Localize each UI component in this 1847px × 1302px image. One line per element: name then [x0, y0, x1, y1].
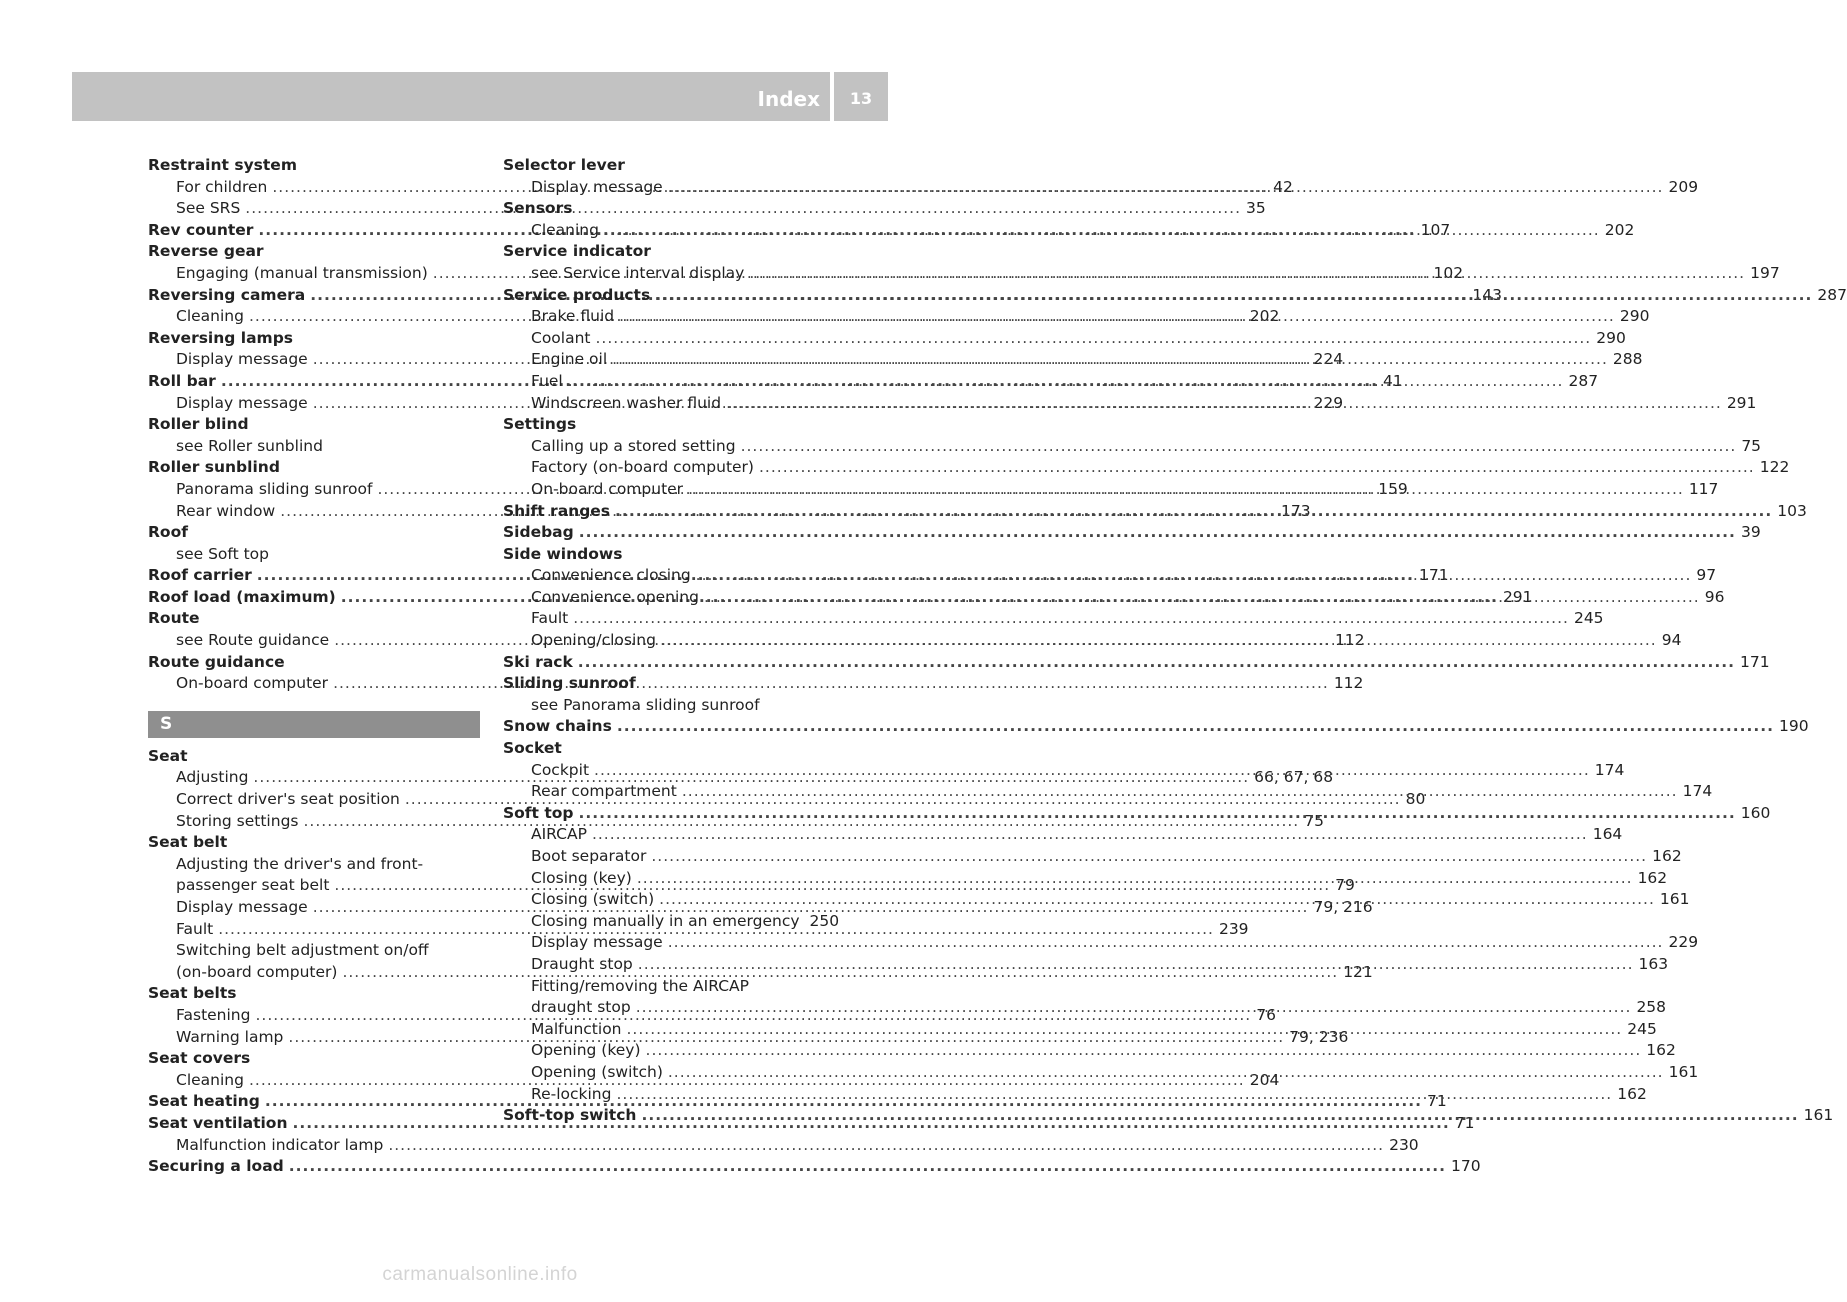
index-entry: Roof: [148, 523, 188, 542]
page-reference: 245: [1573, 609, 1604, 628]
entry-label: Soft top: [503, 803, 574, 822]
entry-label: Factory (on-board computer): [531, 458, 754, 477]
page-reference: 287: [1817, 285, 1847, 304]
page-reference: 174: [1594, 760, 1625, 779]
dot-leader: [696, 565, 1692, 587]
page-reference: 39: [1740, 523, 1761, 542]
entry-label: Calling up a stored setting: [531, 436, 736, 455]
dot-leader: [594, 760, 1590, 782]
entry-label: Re-locking: [531, 1084, 612, 1103]
index-subentry: see Soft top: [176, 544, 269, 563]
index-entry: Settings: [503, 415, 577, 434]
dot-leader: [596, 328, 1592, 350]
page-reference: 80: [1405, 790, 1426, 809]
entry-label: Shift ranges: [503, 501, 611, 520]
entry-label: Closing manually in an emergency: [531, 911, 800, 930]
dot-leader: [619, 306, 1615, 328]
page-reference: 202: [1249, 307, 1280, 326]
dot-leader: [749, 263, 1745, 285]
entry-label: Engine oil: [531, 350, 608, 369]
index-entry: [503, 522, 1761, 544]
dot-leader: [668, 1062, 1664, 1084]
dot-leader: [627, 1019, 1623, 1041]
page-title: Index: [757, 87, 820, 111]
entry-label: For children: [176, 177, 268, 196]
index-entry: Sensors: [503, 199, 573, 218]
page-reference: 230: [1389, 1135, 1419, 1154]
page-reference: 75: [1304, 811, 1324, 830]
dot-leader: [646, 1040, 1642, 1062]
index-entry: Socket: [503, 739, 562, 758]
entry-label: Malfunction indicator lamp: [176, 1135, 384, 1154]
entry-label: Opening (key): [531, 1041, 641, 1060]
dot-leader: [579, 803, 1736, 825]
entry-label: Display message: [531, 177, 663, 196]
page-reference: 163: [1638, 954, 1669, 973]
entry-label: Seat ventilation: [148, 1113, 288, 1132]
dot-leader: [615, 501, 1772, 523]
entry-label: Fastening: [176, 1005, 251, 1024]
page-reference: 107: [1420, 220, 1451, 239]
index-subentry: [503, 824, 1623, 846]
index-subentry: [503, 911, 840, 933]
index-subentry: [503, 457, 1790, 479]
index-subentry: [503, 608, 1604, 630]
entry-label: Fault: [176, 919, 214, 938]
entry-label: Convenience closing: [531, 566, 691, 585]
entry-label: AIRCAP: [531, 825, 587, 844]
entry-label: Cleaning: [176, 307, 244, 326]
entry-label: Cleaning: [531, 220, 599, 239]
page-reference: 288: [1612, 350, 1643, 369]
page-reference: 79, 216: [1313, 898, 1373, 916]
index-entry: Seat belt: [148, 833, 228, 852]
page-reference: 161: [1803, 1106, 1834, 1125]
dot-leader: [388, 1135, 1384, 1157]
page-reference: 103: [1777, 501, 1807, 520]
entry-label: Service products: [503, 285, 651, 304]
dot-leader: [655, 285, 1812, 307]
page-reference: 161: [1668, 1062, 1699, 1081]
watermark: carmanualsonline.info: [382, 1264, 578, 1285]
page-reference: 190: [1779, 717, 1809, 736]
entry-label: Warning lamp: [176, 1027, 284, 1046]
dot-leader: [573, 608, 1569, 630]
dot-leader: [688, 479, 1684, 501]
page-reference: 112: [1333, 674, 1364, 693]
entry-label: Display message: [531, 933, 663, 952]
dot-leader: [579, 522, 1736, 544]
page-reference: 171: [1740, 652, 1770, 671]
page-reference: 66, 67, 68: [1254, 768, 1334, 787]
dot-leader: [637, 868, 1633, 890]
index-subentry: [503, 932, 1699, 954]
page-reference: 224: [1313, 350, 1344, 369]
dot-leader: [578, 652, 1735, 674]
index-entry: Route guidance: [148, 652, 285, 671]
entry-label: Closing (key): [531, 868, 632, 887]
page-number-box: [834, 72, 888, 121]
entry-label: Convenience opening: [531, 587, 699, 606]
dot-leader: [592, 824, 1588, 846]
index-subentry: see Roller sunblind: [176, 436, 323, 455]
page-reference: 71: [1427, 1092, 1447, 1111]
index-entry: Sliding sunroof: [503, 674, 636, 693]
dot-leader: [661, 630, 1657, 652]
entry-label: Roof carrier: [148, 566, 252, 585]
page-reference: 291: [1726, 393, 1757, 412]
index-entry: Side windows: [503, 544, 623, 563]
page-reference: 35: [1246, 199, 1266, 218]
index-entry: [503, 652, 1770, 674]
dot-leader: [668, 932, 1664, 954]
entry-label: Display message: [176, 898, 308, 916]
index-entry: Selector lever: [503, 156, 625, 174]
dot-leader: [568, 371, 1564, 393]
entry-label: Closing (switch): [531, 890, 655, 909]
dot-leader: [638, 954, 1634, 976]
entry-label: Soft-top switch: [503, 1106, 637, 1125]
page-reference: 143: [1472, 285, 1502, 304]
page-reference: 94: [1661, 631, 1682, 650]
page-reference: 229: [1313, 393, 1344, 412]
entry-label: Snow chains: [503, 717, 612, 736]
index-entry: [148, 1156, 1481, 1178]
page-reference: 173: [1280, 501, 1311, 520]
entry-label: Rear compartment: [531, 782, 677, 801]
dot-leader: [659, 889, 1655, 911]
index-subentry: Switching belt adjustment on/off: [176, 941, 429, 960]
dot-leader: [617, 716, 1774, 738]
index-subentry: [148, 1135, 1419, 1157]
dot-leader: [604, 220, 1600, 242]
dot-leader: [289, 1156, 1446, 1178]
index-entry: Reversing lamps: [148, 328, 294, 347]
entry-label: Sidebag: [503, 523, 574, 542]
entry-label: Rear window: [176, 501, 276, 520]
section-header: S: [148, 711, 480, 738]
entry-label: Coolant: [531, 328, 591, 347]
index-entry: Service indicator: [503, 242, 651, 261]
page-reference: 122: [1759, 458, 1790, 477]
index-entry: Roller sunblind: [148, 458, 280, 477]
page-reference: 121: [1343, 962, 1373, 981]
page-reference: 239: [1218, 919, 1249, 938]
page-reference: 202: [1604, 220, 1635, 239]
entry-label: Display message: [176, 393, 308, 412]
entry-label: Windscreen washer fluid: [531, 393, 722, 412]
page-reference: 245: [1627, 1019, 1657, 1038]
page-reference: 159: [1378, 479, 1408, 498]
index-subentry: [503, 328, 1626, 350]
page-reference: 71: [1454, 1113, 1475, 1132]
page-reference: 160: [1740, 803, 1771, 822]
dot-leader: [616, 1084, 1612, 1106]
dot-leader: [741, 436, 1737, 458]
entry-label: Cleaning: [176, 1070, 244, 1089]
page-reference: 229: [1668, 933, 1699, 952]
page-reference: 291: [1502, 587, 1533, 606]
page-reference: 161: [1659, 890, 1690, 909]
page-reference: 258: [1636, 998, 1667, 1017]
index-entry: Seat belts: [148, 984, 237, 1003]
entry-label: Cockpit: [531, 760, 590, 779]
index-subentry: Fitting/removing the AIRCAP: [531, 976, 749, 995]
entry-label: See SRS: [176, 199, 241, 218]
dot-leader: [682, 781, 1678, 803]
dot-leader: [641, 1105, 1798, 1127]
entry-label: Display message: [176, 350, 308, 369]
dot-leader: [704, 587, 1700, 609]
index-subentry: see Panorama sliding sunroof: [531, 695, 760, 714]
page-reference: 112: [1334, 631, 1365, 650]
page-reference: 290: [1596, 328, 1626, 347]
entry-label: Boot separator: [531, 847, 647, 865]
page-reference: 162: [1637, 868, 1668, 887]
entry-label: Reversing camera: [148, 285, 306, 304]
entry-label: Seat heating: [148, 1092, 260, 1111]
dot-leader: [759, 457, 1755, 479]
page-reference: 290: [1619, 307, 1650, 326]
entry-label: Brake fluid: [531, 307, 615, 326]
dot-leader: [636, 997, 1632, 1019]
page-reference: 204: [1249, 1070, 1280, 1089]
page-reference: 42: [1273, 177, 1293, 196]
index-subentry: [503, 846, 1682, 868]
page-reference: 250: [809, 911, 840, 930]
entry-label: passenger seat belt: [176, 876, 330, 895]
index-entry: Restraint system: [148, 156, 297, 174]
entry-label: Opening (switch): [531, 1062, 663, 1081]
entry-label: Panorama sliding sunroof: [176, 479, 373, 498]
entry-label: Securing a load: [148, 1157, 284, 1176]
page-reference: 170: [1450, 1157, 1481, 1176]
entry-label: Storing settings: [176, 811, 299, 830]
entry-label: Fuel: [531, 371, 563, 390]
entry-label: Rev counter: [148, 220, 254, 239]
entry-label: Engaging (manual transmission): [176, 263, 428, 282]
index-entry: Seat covers: [148, 1049, 251, 1068]
page-reference: 209: [1668, 177, 1699, 196]
entry-label: Opening/closing: [531, 631, 656, 650]
entry-label: see Service interval display: [531, 263, 745, 282]
dot-leader: [668, 177, 1664, 199]
page-reference: 117: [1688, 479, 1719, 498]
index-entry: Reverse gear: [148, 242, 264, 261]
page-reference: 171: [1419, 566, 1449, 585]
dot-leader: [612, 349, 1608, 371]
page-reference: 96: [1704, 587, 1725, 606]
page-reference: 102: [1433, 263, 1464, 282]
index-subentry: Adjusting the driver's and front-: [176, 854, 424, 873]
page-number: 13: [849, 89, 873, 108]
page-reference: 75: [1741, 436, 1762, 455]
entry-label: draught stop: [531, 998, 631, 1017]
page-reference: 97: [1696, 566, 1717, 585]
page-reference: 197: [1750, 263, 1780, 282]
page-reference: 41: [1383, 371, 1403, 390]
page-reference: 162: [1652, 847, 1682, 865]
entry-label: Draught stop: [531, 954, 633, 973]
dot-leader: [651, 846, 1647, 868]
index-entry: Roller blind: [148, 415, 249, 434]
entry-label: Correct driver's seat position: [176, 790, 400, 809]
index-entry: Route: [148, 609, 200, 628]
entry-label: Ski rack: [503, 652, 573, 671]
page-reference: 162: [1617, 1084, 1647, 1103]
page-reference: 164: [1592, 825, 1623, 844]
header-bar: [72, 72, 830, 121]
page-reference: 162: [1646, 1041, 1676, 1060]
index-entry: Seat: [148, 746, 188, 765]
page-reference: 79, 236: [1289, 1027, 1349, 1046]
entry-label: Fault: [531, 609, 569, 628]
page-reference: 287: [1568, 371, 1599, 390]
index-entry: [503, 716, 1809, 738]
entry-label: Roof load (maximum): [148, 587, 336, 606]
entry-label: On-board computer: [176, 674, 329, 693]
dot-leader: [726, 393, 1722, 415]
entry-label: Adjusting: [176, 768, 249, 787]
entry-label: On-board computer: [531, 479, 684, 498]
index-subentry: [503, 436, 1762, 458]
page-reference: 76: [1256, 1005, 1276, 1024]
page-reference: 174: [1682, 782, 1713, 801]
index-subentry: [503, 1040, 1676, 1062]
entry-label: see Route guidance: [176, 631, 330, 650]
entry-label: Roll bar: [148, 371, 216, 390]
entry-label: Malfunction: [531, 1019, 622, 1038]
entry-label: (on-board computer): [176, 962, 338, 981]
page-reference: 79: [1335, 876, 1355, 895]
